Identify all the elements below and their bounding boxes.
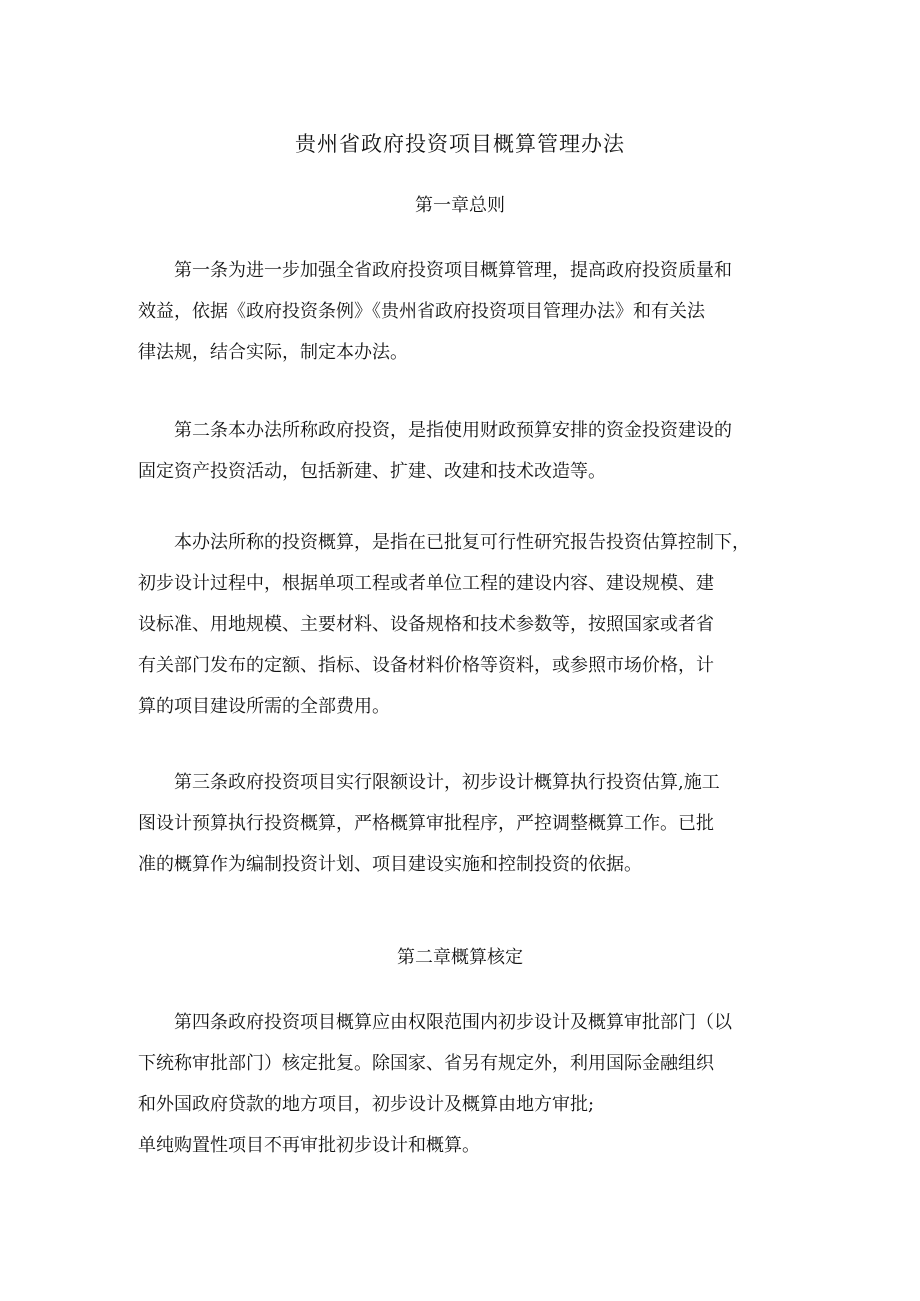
article-2-paragraph	[138, 410, 798, 492]
article-2b-line-2: 初步设计过程中，根据单项工程或者单位工程的建设内容、建设规模、建	[138, 573, 714, 594]
article-4-paragraph	[138, 1002, 798, 1166]
document-title: 贵州省政府投资项目概算管理办法	[295, 132, 625, 156]
article-2-line-1: 第二条本办法所称政府投资，是指使用财政预算安排的资金投资建设的	[174, 420, 732, 441]
article-4-line-2: 下统称审批部门）核定批复。除国家、省另有规定外，利用国际金融组织	[138, 1053, 714, 1074]
article-3-line-3: 准的概算作为编制投资计划、项目建设实施和控制投资的依据。	[138, 854, 642, 875]
article-3-paragraph	[138, 762, 798, 885]
article-2b-line-1: 本办法所称的投资概算，是指在已批复可行性研究报告投资估算控制下，	[174, 532, 750, 553]
article-1-line-2: 效益，依据《政府投资条例》《贵州省政府投资项目管理办法》和有关法	[138, 301, 705, 322]
article-3-line-1: 第三条政府投资项目实行限额设计，初步设计概算执行投资估算,施工	[174, 772, 720, 793]
article-1-line-3: 律法规，结合实际，制定本办法。	[138, 342, 408, 363]
article-4-line-1: 第四条政府投资项目概算应由权限范围内初步设计及概算审批部门（以	[174, 1012, 732, 1033]
article-3-line-2: 图设计预算执行投资概算，严格概算审批程序，严控调整概算工作。已批	[138, 813, 714, 834]
article-2b-line-5: 算的项目建设所需的全部费用。	[138, 696, 390, 717]
chapter-2-heading: 第二章概算核定	[397, 947, 523, 968]
article-4-line-3: 和外国政府贷款的地方项目，初步设计及概算由地方审批;	[138, 1094, 595, 1115]
article-1-line-1: 第一条为进一步加强全省政府投资项目概算管理，提高政府投资质量和	[174, 260, 732, 281]
article-1-paragraph	[138, 250, 798, 373]
article-2-continuation-paragraph	[138, 522, 798, 727]
article-4-line-4: 单纯购置性项目不再审批初步设计和概算。	[138, 1135, 480, 1156]
article-2b-line-4: 有关部门发布的定额、指标、设备材料价格等资料，或参照市场价格，计	[138, 655, 714, 676]
chapter-1-heading: 第一章总则	[415, 195, 505, 216]
article-2-line-2: 固定资产投资活动，包括新建、扩建、改建和技术改造等。	[138, 461, 606, 482]
article-2b-line-3: 设标准、用地规模、主要材料、设备规格和技术参数等，按照国家或者省	[138, 614, 714, 635]
